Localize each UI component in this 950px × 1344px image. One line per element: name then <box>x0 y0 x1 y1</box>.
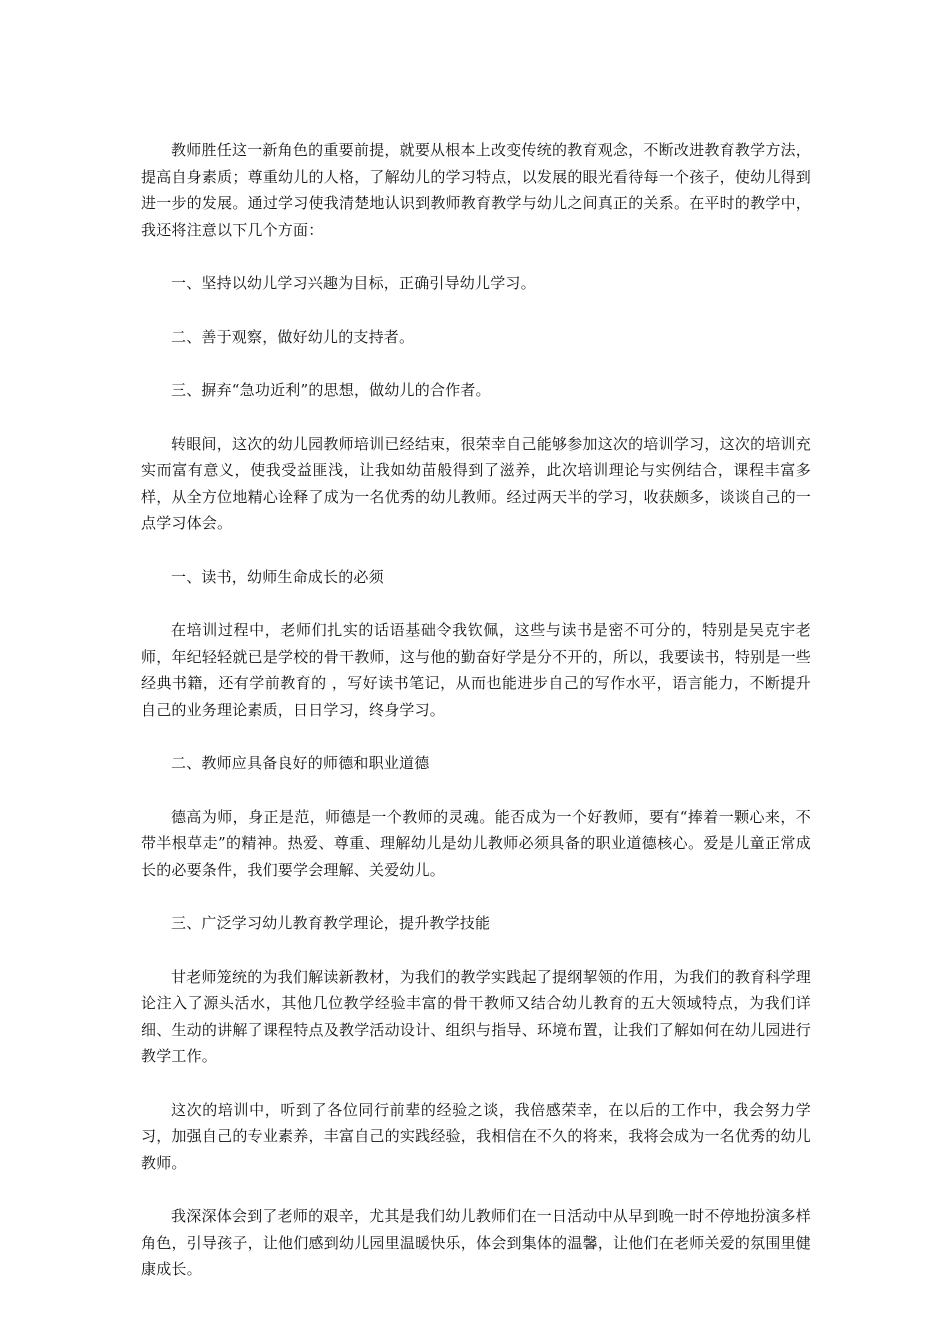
paragraph-theory: 甘老师笼统的为我们解读新教材，为我们的教学实践起了提纲挈领的作用，为我们的教育科学理论注入了源头活水，其他几位教学经验丰富的骨干教师又结合幼儿教育的五大领域特点，为我们详细、生动的讲解了课程特点及教学活动设计、组织与指导、环境布置，让我们了解如何在幼儿园进行教学工作。 <box>141 967 811 1065</box>
document-page <box>141 137 811 1310</box>
heading-theory: 三、广泛学习幼儿教育教学理论，提升教学技能 <box>171 914 491 932</box>
paragraph-hardship: 我深深体会到了老师的艰辛，尤其是我们幼儿教师们在一日活动中从早到晚一时不停地扮演多样角色，引导孩子，让他们感到幼儿园里温暖快乐，体会到集体的温馨，让他们在老师关爱的氛围里健康成长。 <box>141 1207 811 1278</box>
paragraph-ethics: 德高为师，身正是范，师德是一个教师的灵魂。能否成为一个好教师，要有“捧着一颗心来，不带半根草走”的精神。热爱、尊重、理解幼儿是幼儿教师必须具备的职业道德核心。爱是儿童正常成长的必要条件，我们要学会理解、关爱幼儿。 <box>141 807 811 879</box>
point-observation: 二、善于观察，做好幼儿的支持者。 <box>171 327 415 346</box>
heading-reading: 一、读书，幼师生命成长的必须 <box>171 567 384 586</box>
paragraph-teacher-role: 教师胜任这一新角色的重要前提，就要从根本上改变传统的教育观念，不断改进教育教学方法，提高自身素质；尊重幼儿的人格，了解幼儿的学习特点，以发展的眼光看待每一个孩子，使幼儿得到进一步的发展。通过学习使我清楚地认识到教师教育教学与幼儿之间真正的关系。在平时的教学中，我还将注意以下几个方面： <box>141 141 811 239</box>
point-cooperation: 三、摒弃“急功近利”的思想，做幼儿的合作者。 <box>171 381 491 399</box>
paragraph-training-summary: 转眼间，这次的幼儿园教师培训已经结束，很荣幸自己能够参加这次的培训学习，这次的培训充实而富有意义，使我受益匪浅，让我如幼苗般得到了滋养，此次培训理论与实例结合，课程丰富多样，从全方位地精心诠释了成为一名优秀的幼儿教师。经过两天半的学习，收获颇多，谈谈自己的一点学习体会。 <box>141 434 811 532</box>
paragraph-experience: 这次的培训中，听到了各位同行前辈的经验之谈，我倍感荣幸，在以后的工作中，我会努力学习，加强自己的专业素养，丰富自己的实践经验，我相信在不久的将来，我将会成为一名优秀的幼儿教师。 <box>141 1100 811 1172</box>
heading-ethics: 二、教师应具备良好的师德和职业道德 <box>171 754 430 772</box>
paragraph-reading: 在培训过程中，老师们扎实的话语基础令我钦佩，这些与读书是密不可分的，特别是吴克宇老师，年纪轻轻就已是学校的骨干教师，这与他的勤奋好学是分不开的，所以，我要读书，特别是一些经典书籍，还有学前教育的 ，写好读书笔记，从而也能进步自己的写作水平，语言能力，不断提升自己的业务理论素质，日日学习，终身学习。 <box>141 621 811 719</box>
point-interest-goal: 一、坚持以幼儿学习兴趣为目标，正确引导幼儿学习。 <box>171 274 536 292</box>
